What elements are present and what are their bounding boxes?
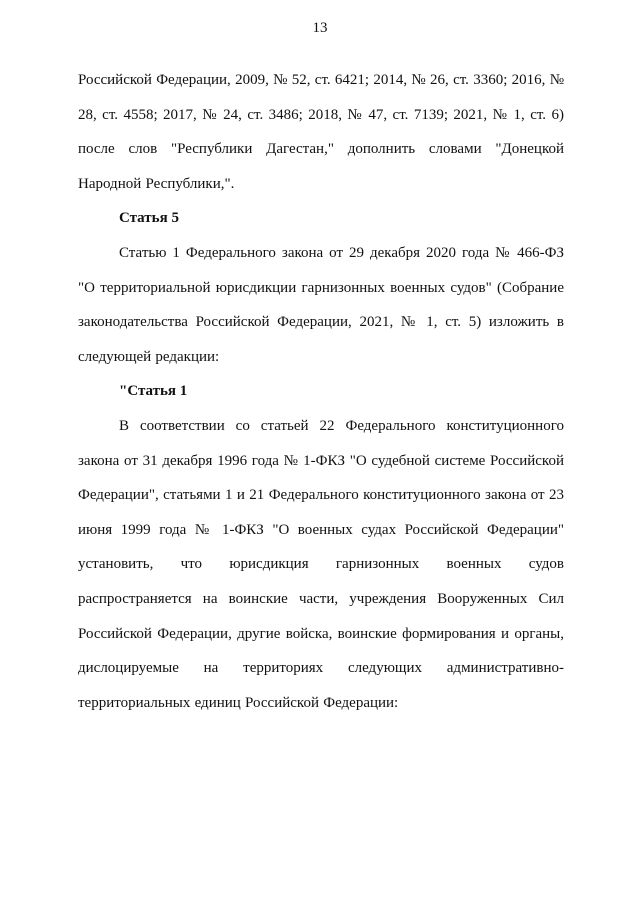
article-5-heading: Статья 5 [119, 210, 179, 227]
paragraph-amendment-continuation: Российской Федерации, 2009, № 52, ст. 6421; 2014, № 26, ст. 3360; 2016, № 28, ст. 4558; 2017, № 24, ст. 3486; 2018, № 47, ст. 7139; 2021, № 1, ст. 6) после слов "Республики Дагестан," дополнить словами "Донецкой Народной Республики,". [78, 72, 564, 192]
paragraph-article-5-text: Статью 1 Федерального закона от 29 декабря 2020 года № 466-ФЗ "О территориальной юрисдикции гарнизонных военных судов" (Собрание законодательства Российской Федерации, 2021, № 1, ст. 5) изложить в следующей редакции: [78, 244, 564, 365]
page-number: 13 [312, 20, 328, 36]
document-body [78, 63, 564, 720]
paragraph-article-1-text: В соответствии со статьей 22 Федерального конституционного закона от 31 декабря 1996 года № 1-ФКЗ "О судебной системе Российской Федерации", статьями 1 и 21 Федерального конституционного закона от 23 июня 1999 года № 1-ФКЗ "О военных судах Российской Федерации" установить, что юрисдикция гарнизонных военных судов распространяется на воинские части, учреждения Вооруженных Сил Российской Федерации, другие войска, воинские формирования и органы, дислоцируемые на территориях следующих административно-территориальных единиц Российской Федерации: [78, 417, 564, 711]
article-1-heading: "Статья 1 [119, 383, 188, 400]
